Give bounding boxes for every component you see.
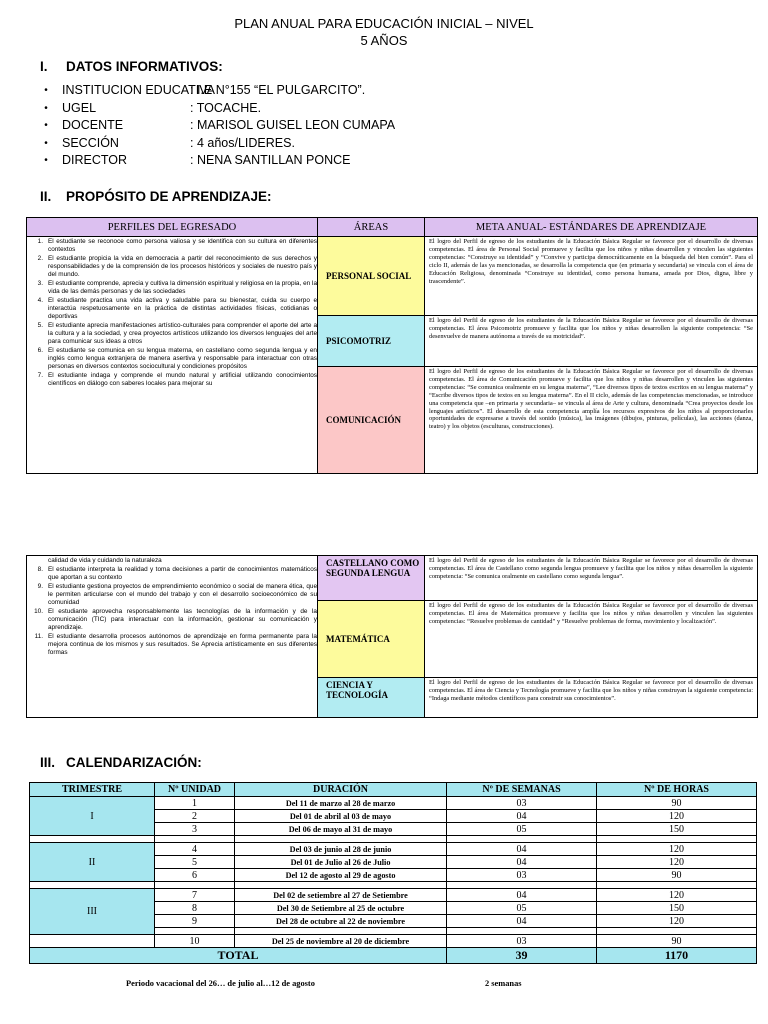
info-key: INSTITUCION EDUCATIVA (62, 83, 216, 97)
header-areas: ÁREAS (318, 218, 425, 237)
section-label: PROPÓSITO DE APRENDIZAJE: (66, 189, 272, 204)
perfil-number (27, 557, 48, 565)
spacer-cell (235, 882, 447, 889)
weeks-cell: 05 (447, 823, 597, 836)
perfil-item (27, 566, 317, 582)
perfil-text: El estudiante se comunica en su lengua materna, en castellano como segunda lengua y en inglés como lengua extranjera de manera asertiva y responsable para interactuar con otras personas en diversos contextos sociocultural y condiciones propósitos (48, 347, 317, 370)
duration-cell: Del 01 de Julio al 26 de Julio (235, 856, 447, 869)
weeks-cell: 03 (447, 869, 597, 882)
section-number: II. (40, 189, 52, 204)
perfil-item (27, 583, 317, 607)
perfil-number: 4. (37, 297, 43, 304)
perfil-number: 11. (34, 633, 43, 640)
unit-cell: 2 (155, 810, 235, 823)
hours-cell: 120 (597, 810, 757, 823)
info-list (30, 82, 395, 170)
perfil-number: 1. (37, 238, 43, 245)
duration-cell: Del 28 de octubre al 22 de noviembre (235, 915, 447, 928)
table-row (30, 843, 757, 856)
perfil-number: 10. (34, 608, 43, 615)
duration-cell: Del 03 de junio al 28 de junio (235, 843, 447, 856)
bullet-icon: • (44, 85, 48, 96)
table-row (30, 935, 757, 948)
proposito-table-part1 (26, 217, 758, 474)
header-semanas: Nº DE SEMANAS (447, 783, 597, 797)
perfil-number: 9. (37, 583, 43, 590)
section-heading-datos (40, 59, 223, 74)
unit-cell: 7 (155, 889, 235, 902)
weeks-cell: 03 (447, 797, 597, 810)
duration-cell: Del 02 de setiembre al 27 de Setiembre (235, 889, 447, 902)
perfil-text: El estudiante aprovecha responsablemente las tecnologías de la información y de la comunicación (TIC) para interactuar con la información, gestionar su comunicación y aprendizaje. (48, 608, 317, 631)
duration-cell: Del 12 de agosto al 29 de agosto (235, 869, 447, 882)
section-heading-proposito (40, 189, 272, 204)
meta-psicomotriz: El logro del Perfil de egreso de los estudiantes de la Educación Básica Regular se favorece por el desarrollo de diversas competencias. El área Psicomotriz promueve y facilita que los niños y niñas desarrollen la siguiente competencia: “Se desenvuelve de manera autónoma a través de su motricidad”. (425, 316, 758, 367)
spacer-cell (235, 928, 447, 935)
weeks-cell: 04 (447, 856, 597, 869)
perfil-number: 2. (37, 255, 43, 262)
hours-cell: 90 (597, 869, 757, 882)
section-number: I. (40, 59, 48, 74)
hours-cell: 90 (597, 935, 757, 948)
document-title-line2: 5 AÑOS (360, 33, 408, 48)
perfil-item (27, 297, 317, 321)
spacer-cell (155, 882, 235, 889)
area-psicomotriz: PSICOMOTRIZ (318, 316, 425, 367)
spacer-cell (597, 882, 757, 889)
info-key: UGEL (62, 100, 97, 115)
area-castellano: CASTELLANO COMO SEGUNDA LENGUA (318, 556, 425, 601)
spacer-cell (447, 928, 597, 935)
hours-cell: 150 (597, 902, 757, 915)
perfil-number: 8. (37, 566, 43, 573)
perfil-item (27, 255, 317, 279)
perfil-text: El estudiante aprecia manifestaciones artístico-culturales para comprender el aporte del arte a la cultura y a la sociedad, y crea proyectos artísticos utilizando los diversos lenguajes del arte para comunicar sus ideas a otros (48, 322, 317, 345)
weeks-cell: 04 (447, 843, 597, 856)
weeks-cell: 05 (447, 902, 597, 915)
unit-cell: 8 (155, 902, 235, 915)
perfil-number: 5. (37, 322, 43, 329)
meta-castellano: El logro del Perfil de egreso de los estudiantes de la Educación Básica Regular se favorece por el desarrollo de diversas competencias. El área de Castellano como segunda lengua promueve y facilita que los niños y niñas desarrollen la siguiente competencia: “Se comunica oralmente en castellano como segunda lengua”. (425, 556, 758, 601)
trimestre-cell: II (30, 843, 155, 882)
unit-cell: 6 (155, 869, 235, 882)
spacer-cell (597, 928, 757, 935)
section-label: DATOS INFORMATIVOS: (66, 59, 223, 74)
header-unidad: Nº UNIDAD (155, 783, 235, 797)
header-perfiles: PERFILES DEL EGRESADO (27, 218, 318, 237)
info-value: : I.E N°155 “EL PULGARCITO”. (190, 83, 366, 97)
hours-cell: 150 (597, 823, 757, 836)
hours-cell: 90 (597, 797, 757, 810)
perfiles-cell (27, 237, 318, 474)
spacer-cell (447, 836, 597, 843)
unit-cell: 1 (155, 797, 235, 810)
perfil-item (27, 280, 317, 296)
info-item (30, 117, 395, 135)
hours-cell: 120 (597, 915, 757, 928)
section-heading-calendarizacion (40, 755, 202, 770)
meta-matematica: El logro del Perfil de egreso de los estudiantes de la Educación Básica Regular se favorece por el desarrollo de diversas competencias. El área de Matemática promueve y facilita que los niños y niñas desarrollen y vinculen las siguientes competencias: “Resuelve problemas de cantidad” y “Resuelve problemas de forma, movimiento y localización”. (425, 601, 758, 678)
perfil-item (27, 322, 317, 346)
unit-cell: 4 (155, 843, 235, 856)
info-item (30, 82, 395, 100)
area-personal-social: PERSONAL SOCIAL (318, 237, 425, 316)
calendar-table (29, 782, 757, 964)
perfiles-cell (27, 556, 318, 718)
bullet-icon: • (44, 102, 48, 114)
meta-personal-social: El logro del Perfil de egreso de los estudiantes de la Educación Básica Regular se favorece por el desarrollo de diversas competencias. El área de Personal Social promueve y facilita que los niños y niñas desarrollen y vinculen las siguientes competencias: “Construye su identidad” y “Convive y participa democráticamente en la búsqueda del bien común”. Para el ciclo II, además de las ya mencionadas, se desarrolla la competencia que (en primaria y secundaria) se vincula con el área de Educación Religiosa, denominada “Construye su identidad, como persona humana, amada por Dios, digna, libre y trascendente”. (425, 237, 758, 316)
section-number: III. (40, 755, 56, 770)
spacer-cell (597, 836, 757, 843)
vacation-period: Periodo vacacional del 26… de julio al…12 de agosto (126, 979, 315, 988)
info-item (30, 100, 395, 118)
spacer-cell (235, 836, 447, 843)
perfil-item (27, 557, 317, 565)
weeks-cell: 04 (447, 889, 597, 902)
perfil-item (27, 238, 317, 254)
info-key: DIRECTOR (62, 153, 128, 167)
hours-cell: 120 (597, 856, 757, 869)
unit-cell: 10 (155, 935, 235, 948)
hours-cell: 120 (597, 889, 757, 902)
duration-cell: Del 25 de noviembre al 20 de diciembre (235, 935, 447, 948)
perfil-text: El estudiante propicia la vida en democracia a partir del reconocimiento de sus derechos y responsabilidades y de la comprensión de los procesos históricos y sociales de nuestro país y del mundo. (48, 255, 317, 278)
vacation-weeks: 2 semanas (485, 979, 522, 988)
spacer-cell (155, 928, 235, 935)
section-label: CALENDARIZACIÓN: (66, 755, 202, 770)
weeks-cell: 04 (447, 915, 597, 928)
perfil-text: El estudiante indaga y comprende el mundo natural y artificial utilizando conocimientos científicos en diálogo con saberes locales para mejorar su (48, 372, 317, 387)
trimestre-cell: III (30, 889, 155, 935)
area-ciencia: CIENCIA Y TECNOLOGÍA (318, 678, 425, 718)
perfil-text: El estudiante desarrolla procesos autónomos de aprendizaje en forma permanente para la mejora continua de los mismos y sus resultados. Se Aprecia artísticamente en sus diferentes formas (48, 633, 317, 656)
total-row (30, 948, 757, 964)
header-meta: META ANUAL- ESTÁNDARES DE APRENDIZAJE (425, 218, 758, 237)
table-row (30, 889, 757, 902)
perfil-text: El estudiante gestiona proyectos de emprendimiento económico o social de manera ética, que le permiten articularse con el mundo del trabajo y con el desarrollo socioeconómico de su comunidad (48, 583, 317, 606)
area-matematica: MATEMÁTICA (318, 601, 425, 678)
info-value: : TOCACHE. (190, 100, 262, 115)
duration-cell: Del 01 de abril al 03 de mayo (235, 810, 447, 823)
bullet-icon: • (44, 120, 48, 131)
table-row (30, 797, 757, 810)
bullet-icon: • (44, 137, 48, 149)
perfiles-list (27, 238, 317, 388)
perfil-text: El estudiante comprende, aprecia y cultiva la dimensión espiritual y religiosa en la propia, en la vida de las demás personas y de las sociedades (48, 280, 317, 295)
total-hours: 1170 (597, 948, 757, 964)
perfil-number: 7. (37, 372, 43, 379)
spacer-cell (30, 836, 155, 843)
perfil-number: 6. (37, 347, 43, 354)
unit-cell: 3 (155, 823, 235, 836)
info-value: : NENA SANTILLAN PONCE (190, 153, 351, 167)
perfil-text: El estudiante interpreta la realidad y toma decisiones a partir de conocimientos matemáticos que aportan a su contexto (48, 566, 317, 581)
duration-cell: Del 11 de marzo al 28 de marzo (235, 797, 447, 810)
header-horas: Nº DE HORAS (597, 783, 757, 797)
spacer-cell (30, 882, 155, 889)
unit-cell: 5 (155, 856, 235, 869)
spacer-cell (447, 882, 597, 889)
total-label: TOTAL (30, 948, 447, 964)
header-trimestre: TRIMESTRE (30, 783, 155, 797)
unit-cell: 9 (155, 915, 235, 928)
document-title-line1: PLAN ANUAL PARA EDUCACIÓN INICIAL – NIVEL (234, 16, 534, 31)
weeks-cell: 03 (447, 935, 597, 948)
perfiles-list (27, 557, 317, 657)
trimestre-cell (30, 935, 155, 948)
info-item (30, 135, 395, 153)
info-value: : 4 años/LIDERES. (190, 135, 295, 150)
info-item (30, 152, 395, 170)
perfil-text: El estudiante se reconoce como persona valiosa y se identifica con su cultura en diferentes contextos (48, 238, 317, 253)
area-comunicacion: COMUNICACIÓN (318, 367, 425, 474)
hours-cell: 120 (597, 843, 757, 856)
weeks-cell: 04 (447, 810, 597, 823)
info-key: DOCENTE (62, 118, 124, 132)
perfil-item (27, 347, 317, 371)
info-value: : MARISOL GUISEL LEON CUMAPA (190, 118, 396, 132)
info-key: SECCIÓN (62, 135, 119, 150)
perfil-item (27, 608, 317, 632)
meta-comunicacion: El logro del Perfil de egreso de los estudiantes de la Educación Básica Regular se favorece por el desarrollo de diversas competencias. El área de Comunicación promueve y facilita que los niños y niñas desarrollen y vinculen las siguientes competencias: “Se comunica oralmente en su lengua materna”, “Lee diversos tipos de textos escritos en su lengua materna” y “Escribe diversos tipos de textos en su lengua materna”. En el II ciclo, además de las competencias mencionadas, se introduce una competencia que –en primaria y secundaria– se vincula al área de Arte y cultura, denominada “Crea proyectos desde los lenguajes artísticos”. El desarrollo de esta competencia amplía los recursos expresivos de los niños al proporcionarles oportunidades de expresarse a través del sonido (música), las imágenes (dibujos, pinturas, películas), las acciones (danza, teatro) y los objetos (esculturas, construcciones). (425, 367, 758, 474)
meta-ciencia: El logro del Perfil de egreso de los estudiantes de la Educación Básica Regular se favorece por el desarrollo de diversas competencias. El área de Ciencia y Tecnología promueve y facilita que los niños y niñas construyan la siguiente competencia: “Indaga mediante métodos científicos para construir sus conocimientos”. (425, 678, 758, 718)
duration-cell: Del 06 de mayo al 31 de mayo (235, 823, 447, 836)
perfil-item (27, 372, 317, 388)
spacer-cell (155, 836, 235, 843)
trimestre-cell: I (30, 797, 155, 836)
spacer-row (30, 882, 757, 889)
perfil-text: El estudiante practica una vida activa y saludable para su bienestar, cuida su cuerpo e interactúa respetuosamente en la práctica de distintas actividades físicas, cotidianas o deportivas (48, 297, 317, 320)
header-duracion: DURACIÓN (235, 783, 447, 797)
proposito-table-part2 (26, 555, 758, 718)
total-weeks: 39 (447, 948, 597, 964)
duration-cell: Del 30 de Setiembre al 25 de octubre (235, 902, 447, 915)
perfil-item (27, 633, 317, 657)
bullet-icon: • (44, 155, 48, 166)
perfil-number: 3. (37, 280, 43, 287)
spacer-row (30, 836, 757, 843)
perfil-text: calidad de vida y cuidando la naturaleza (48, 557, 162, 564)
